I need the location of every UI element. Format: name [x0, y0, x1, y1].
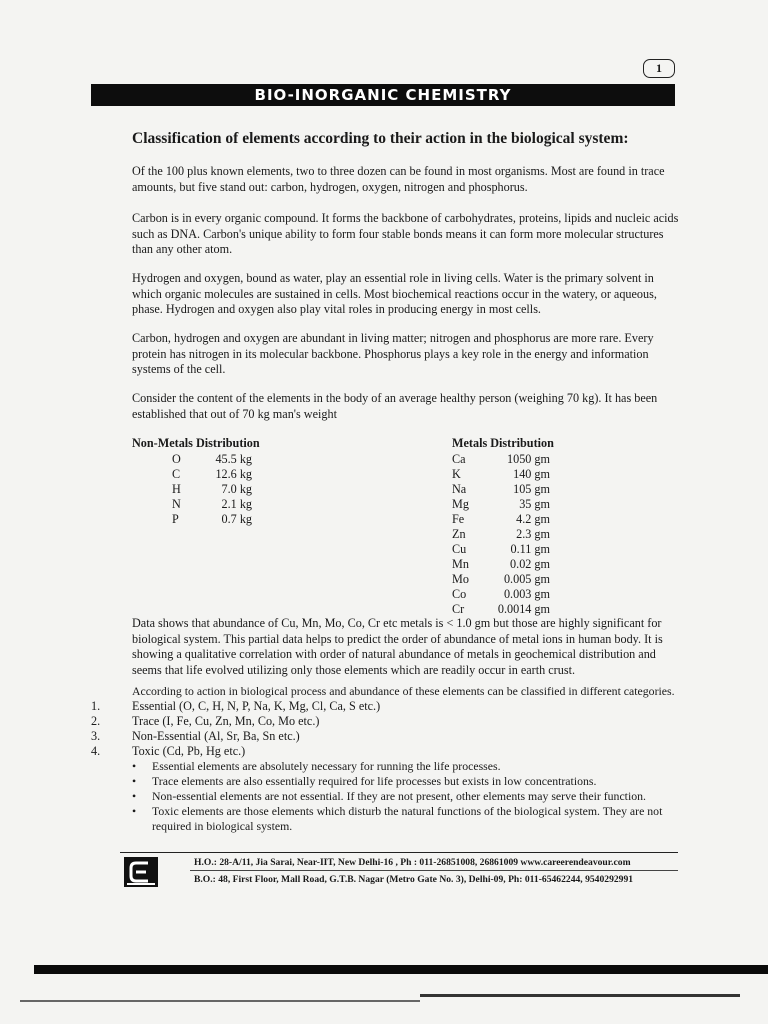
element-amount: 105 gm: [513, 482, 550, 496]
list-item: Non-Essential (Al, Sr, Ba, Sn etc.): [132, 729, 300, 743]
element-symbol: Na: [452, 482, 467, 496]
bullet-text: Non-essential elements are not essential. If they are not present, other elements may serve their function.: [152, 789, 646, 803]
element-symbol: Fe: [452, 512, 465, 526]
footer-divider: [190, 870, 678, 871]
bullet-text: Trace elements are also essentially required for life processes but exists in low concentrations.: [152, 774, 597, 788]
element-amount: 0.11 gm: [510, 542, 550, 556]
page-number: 1: [643, 59, 675, 78]
footer-branch-office: B.O.: 48, First Floor, Mall Road, G.T.B. Nagar (Metro Gate No. 3), Delhi-09, Ph: 011-65462244, 9540292991: [194, 874, 634, 885]
element-amount: 4.2 gm: [516, 512, 550, 526]
list-number: 4.: [91, 744, 101, 758]
element-amount: 0.02 gm: [510, 557, 550, 571]
list-number: 1.: [91, 699, 101, 713]
element-amount: 2.1 kg: [221, 497, 252, 511]
paragraph: Carbon, hydrogen and oxygen are abundant in living matter; nitrogen and phosphorus are more rare. Every protein has nitrogen in its molecular backbone. Phosphorus plays a key role in the energy and information systems of the cell.: [132, 331, 654, 376]
bullet-item: [132, 759, 678, 774]
data-paragraph: Data shows that abundance of Cu, Mn, Mo, Co, Cr etc metals is < 1.0 gm but those are highly significant for biological system. This partial data helps to predict the order of abundance of metal ions in human body. It is showing a qualitative correlation with order of natural abundance of metals in geochemical distribution and seems that life evolved utilizing only those elements which are readily occur in earth crust.: [132, 616, 663, 677]
metals-title: Metals Distribution: [452, 436, 554, 450]
paragraph: Of the 100 plus known elements, two to three dozen can be found in most organisms. Most are found in trace amounts, but five stand out: carbon, hydrogen, oxygen, nitrogen and phosphorus.: [132, 164, 665, 194]
paragraph: Hydrogen and oxygen, bound as water, play an essential role in living cells. Water is the primary solvent in which organic molecules are sustained in cells. Most biochemical reactions occur in the watery, or aqueous, phase. Hydrogen and oxygen also play vital roles in producing energy in most cells.: [132, 271, 657, 316]
list-item: Trace (I, Fe, Cu, Zn, Mn, Co, Mo etc.): [132, 714, 320, 728]
element-amount: 140 gm: [513, 467, 550, 481]
bullet-icon: •: [132, 774, 137, 788]
scan-edge-bar: [20, 1000, 420, 1002]
element-amount: 1050 gm: [507, 452, 550, 466]
section-heading: Classification of elements according to their action in the biological system:: [132, 130, 629, 147]
bullet-item: [132, 774, 678, 789]
list-item: Essential (O, C, H, N, P, Na, K, Mg, Cl, Ca, S etc.): [132, 699, 381, 713]
page-banner-title: BIO-INORGANIC CHEMISTRY: [91, 84, 675, 106]
career-endeavour-logo-icon: [124, 857, 158, 887]
categories-intro: According to action in biological process and abundance of these elements can be classified in different categories.: [132, 684, 675, 698]
element-symbol: Ca: [452, 452, 466, 466]
element-symbol: C: [172, 467, 181, 481]
element-symbol: Mn: [452, 557, 469, 571]
element-symbol: K: [452, 467, 461, 481]
element-amount: 35 gm: [519, 497, 550, 511]
element-symbol: O: [172, 452, 181, 466]
footer-head-office: H.O.: 28-A/11, Jia Sarai, Near-IIT, New Delhi-16 , Ph : 011-26851008, 26861009 www.careerendeavour.com: [194, 857, 631, 868]
element-symbol: Zn: [452, 527, 466, 541]
list-number: 2.: [91, 714, 101, 728]
bullet-icon: •: [132, 789, 137, 803]
element-symbol: Co: [452, 587, 467, 601]
footer-divider: [120, 852, 678, 853]
non-metals-title: Non-Metals Distribution: [132, 436, 260, 450]
element-amount: 45.5 kg: [215, 452, 252, 466]
bullet-item: [132, 789, 678, 804]
bullet-item: [132, 804, 678, 834]
list-item: Toxic (Cd, Pb, Hg etc.): [132, 744, 246, 758]
bullet-icon: •: [132, 759, 137, 773]
element-symbol: H: [172, 482, 181, 496]
element-amount: 7.0 kg: [221, 482, 252, 496]
element-amount: 0.7 kg: [221, 512, 252, 526]
element-symbol: Mg: [452, 497, 469, 511]
element-amount: 12.6 kg: [215, 467, 252, 481]
element-symbol: Cr: [452, 602, 465, 616]
element-amount: 2.3 gm: [516, 527, 550, 541]
paragraph: Consider the content of the elements in the body of an average healthy person (weighing 70 kg). It has been established that out of 70 kg man's weight: [132, 391, 658, 421]
list-number: 3.: [91, 729, 101, 743]
element-symbol: Mo: [452, 572, 469, 586]
paragraph: Carbon is in every organic compound. It forms the backbone of carbohydrates, proteins, lipids and nucleic acids such as DNA. Carbon's unique ability to form four stable bonds means it can form more molecular structures than any other atom.: [132, 211, 679, 256]
bullet-text: Toxic elements are those elements which disturb the natural functions of the biological system. They are not required in biological system.: [152, 804, 663, 833]
element-symbol: P: [172, 512, 179, 526]
scan-edge-bar: [34, 965, 768, 974]
element-amount: 0.0014 gm: [497, 602, 550, 616]
bullet-icon: •: [132, 804, 137, 818]
element-symbol: N: [172, 497, 181, 511]
element-symbol: Cu: [452, 542, 467, 556]
element-amount: 0.005 gm: [503, 572, 550, 586]
element-amount: 0.003 gm: [503, 587, 550, 601]
bullet-text: Essential elements are absolutely necessary for running the life processes.: [152, 759, 501, 773]
scan-edge-bar: [420, 994, 740, 997]
